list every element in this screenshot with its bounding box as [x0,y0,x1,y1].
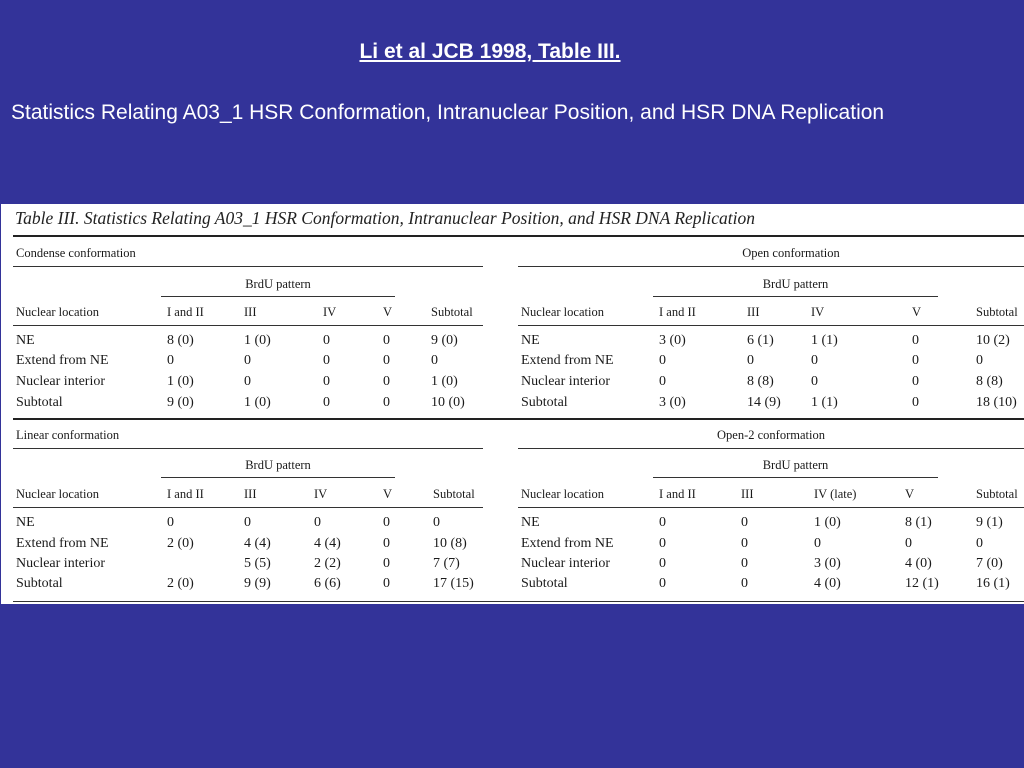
open2-cell: 0 [814,536,821,551]
condense-cell: 0 [383,374,390,389]
open-cell: 14 (9) [747,395,781,410]
open2-row-label: Subtotal [521,576,568,591]
condense-cell: 0 [323,374,330,389]
condense-cell: 1 (0) [244,333,271,348]
open-cell: 1 (1) [811,333,838,348]
condense-cell: 8 (0) [167,333,194,348]
linear-row-label: Extend from NE [16,536,109,551]
open-cell: 0 [912,395,919,410]
condense-cell: 0 [431,353,438,368]
table-bottom-rule [13,601,1024,602]
condense-cell: 0 [383,395,390,410]
open-cell: 0 [659,374,666,389]
linear-col-header: III [244,487,257,501]
open-cell: 6 (1) [747,333,774,348]
linear-cell: 0 [383,515,390,530]
open2-title-rule [518,448,1024,449]
condense-cell: 0 [323,395,330,410]
condense-cell: 1 (0) [167,374,194,389]
condense-cell: 9 (0) [167,395,194,410]
condense-cell: 0 [383,353,390,368]
linear-cell: 0 [383,556,390,571]
open-col-header: Nuclear location [521,305,604,319]
open2-cell: 3 (0) [814,556,841,571]
linear-cell: 4 (4) [314,536,341,551]
condense-row-label: Extend from NE [16,353,109,368]
open-cell: 1 (1) [811,395,838,410]
open-group-header: BrdU pattern [762,277,829,291]
open2-cell: 12 (1) [905,576,939,591]
linear-col-header: IV [314,487,328,501]
open2-col-header: Subtotal [976,487,1018,501]
open-cell: 0 [659,353,666,368]
open2-cell: 0 [741,576,748,591]
open2-col-header: III [741,487,754,501]
condense-col-header: Subtotal [431,305,473,319]
condense-cell: 9 (0) [431,333,458,348]
open2-cell: 0 [659,556,666,571]
open2-cell: 0 [741,556,748,571]
open2-col-header: V [905,487,915,501]
linear-cell: 7 (7) [433,556,460,571]
linear-cell: 0 [433,515,440,530]
open-cell: 3 (0) [659,333,686,348]
condense-group-rule [161,296,395,297]
linear-col-header: Nuclear location [16,487,99,501]
linear-group-rule [161,477,395,478]
open2-cell: 9 (1) [976,515,1003,530]
linear-col-header: V [383,487,393,501]
open-cell: 0 [747,353,754,368]
open2-cell: 0 [659,536,666,551]
linear-cell: 5 (5) [244,556,271,571]
open-col-header: III [747,305,760,319]
open2-cell: 16 (1) [976,576,1010,591]
open2-cell: 0 [659,515,666,530]
slide-subtitle: Statistics Relating A03_1 HSR Conformation, Intranuclear Position, and HSR DNA Replication [11,101,885,124]
table-image [1,204,1024,604]
open-cell: 10 (2) [976,333,1010,348]
open-col-header: I and II [659,305,696,319]
open-col-header: V [912,305,922,319]
open2-cell: 8 (1) [905,515,932,530]
open-panel-title: Open conformation [742,246,840,260]
condense-col-header: Nuclear location [16,305,99,319]
open2-cell: 0 [905,536,912,551]
open2-header-rule [518,507,1024,508]
linear-cell: 0 [383,536,390,551]
open-group-rule [653,296,938,297]
linear-row-label: Nuclear interior [16,556,106,571]
open2-row-label: Nuclear interior [521,556,611,571]
linear-group-header: BrdU pattern [245,458,311,472]
condense-cell: 0 [383,333,390,348]
open-row-label: Subtotal [521,395,568,410]
linear-cell: 2 (0) [167,576,194,591]
open-title-rule [518,266,1024,267]
linear-cell: 2 (2) [314,556,341,571]
open2-col-header: IV (late) [814,487,857,501]
open2-group-rule [653,477,938,478]
open-cell: 8 (8) [976,374,1003,389]
open-cell: 3 (0) [659,395,686,410]
open2-row-label: NE [521,515,540,530]
condense-header-rule [13,325,483,326]
condense-col-header: III [244,305,257,319]
condense-title-rule [13,266,483,267]
caption-rule [13,235,1024,237]
table-caption: Table III. Statistics Relating A03_1 HSR Conformation, Intranuclear Position, and HSR DNA Replication [15,208,755,228]
linear-cell: 2 (0) [167,536,194,551]
open-cell: 0 [811,374,818,389]
linear-panel-title: Linear conformation [16,428,120,442]
open-cell: 0 [976,353,983,368]
linear-cell: 17 (15) [433,576,474,591]
linear-cell: 0 [383,576,390,591]
open-cell: 0 [912,333,919,348]
linear-row-label: NE [16,515,35,530]
open2-cell: 7 (0) [976,556,1003,571]
condense-cell: 0 [323,353,330,368]
linear-cell: 9 (9) [244,576,271,591]
condense-group-header: BrdU pattern [245,277,311,291]
open2-cell: 4 (0) [905,556,932,571]
linear-cell: 0 [244,515,251,530]
section-divider-rule [13,418,1024,420]
linear-row-label: Subtotal [16,576,63,591]
condense-cell: 10 (0) [431,395,465,410]
linear-title-rule [13,448,483,449]
open2-col-header: I and II [659,487,696,501]
condense-col-header: IV [323,305,337,319]
linear-col-header: Subtotal [433,487,475,501]
condense-row-label: Subtotal [16,395,63,410]
open-cell: 18 (10) [976,395,1017,410]
open-cell: 0 [912,374,919,389]
linear-cell: 0 [314,515,321,530]
open2-cell: 4 (0) [814,576,841,591]
open-row-label: Nuclear interior [521,374,611,389]
condense-row-label: Nuclear interior [16,374,106,389]
condense-cell: 1 (0) [431,374,458,389]
slide-title: Li et al JCB 1998, Table III. [359,40,621,63]
condense-cell: 0 [323,333,330,348]
linear-cell: 0 [167,515,174,530]
condense-cell: 1 (0) [244,395,271,410]
condense-cell: 0 [167,353,174,368]
open2-col-header: Nuclear location [521,487,604,501]
linear-cell: 6 (6) [314,576,341,591]
open-row-label: Extend from NE [521,353,614,368]
linear-cell: 4 (4) [244,536,271,551]
condense-col-header: V [383,305,393,319]
open2-row-label: Extend from NE [521,536,614,551]
open2-cell: 1 (0) [814,515,841,530]
open-row-label: NE [521,333,540,348]
open-col-header: Subtotal [976,305,1018,319]
linear-header-rule [13,507,483,508]
condense-row-label: NE [16,333,35,348]
open2-cell: 0 [741,536,748,551]
linear-col-header: I and II [167,487,204,501]
open2-cell: 0 [741,515,748,530]
open2-cell: 0 [976,536,983,551]
open-cell: 0 [912,353,919,368]
open2-cell: 0 [659,576,666,591]
open-cell: 0 [811,353,818,368]
linear-cell: 10 (8) [433,536,467,551]
open-col-header: IV [811,305,825,319]
condense-cell: 0 [244,353,251,368]
condense-panel-title: Condense conformation [16,246,136,260]
open2-group-header: BrdU pattern [762,458,829,472]
condense-cell: 0 [244,374,251,389]
open-cell: 8 (8) [747,374,774,389]
condense-col-header: I and II [167,305,204,319]
open2-panel-title: Open-2 conformation [717,428,825,442]
open-header-rule [518,325,1024,326]
